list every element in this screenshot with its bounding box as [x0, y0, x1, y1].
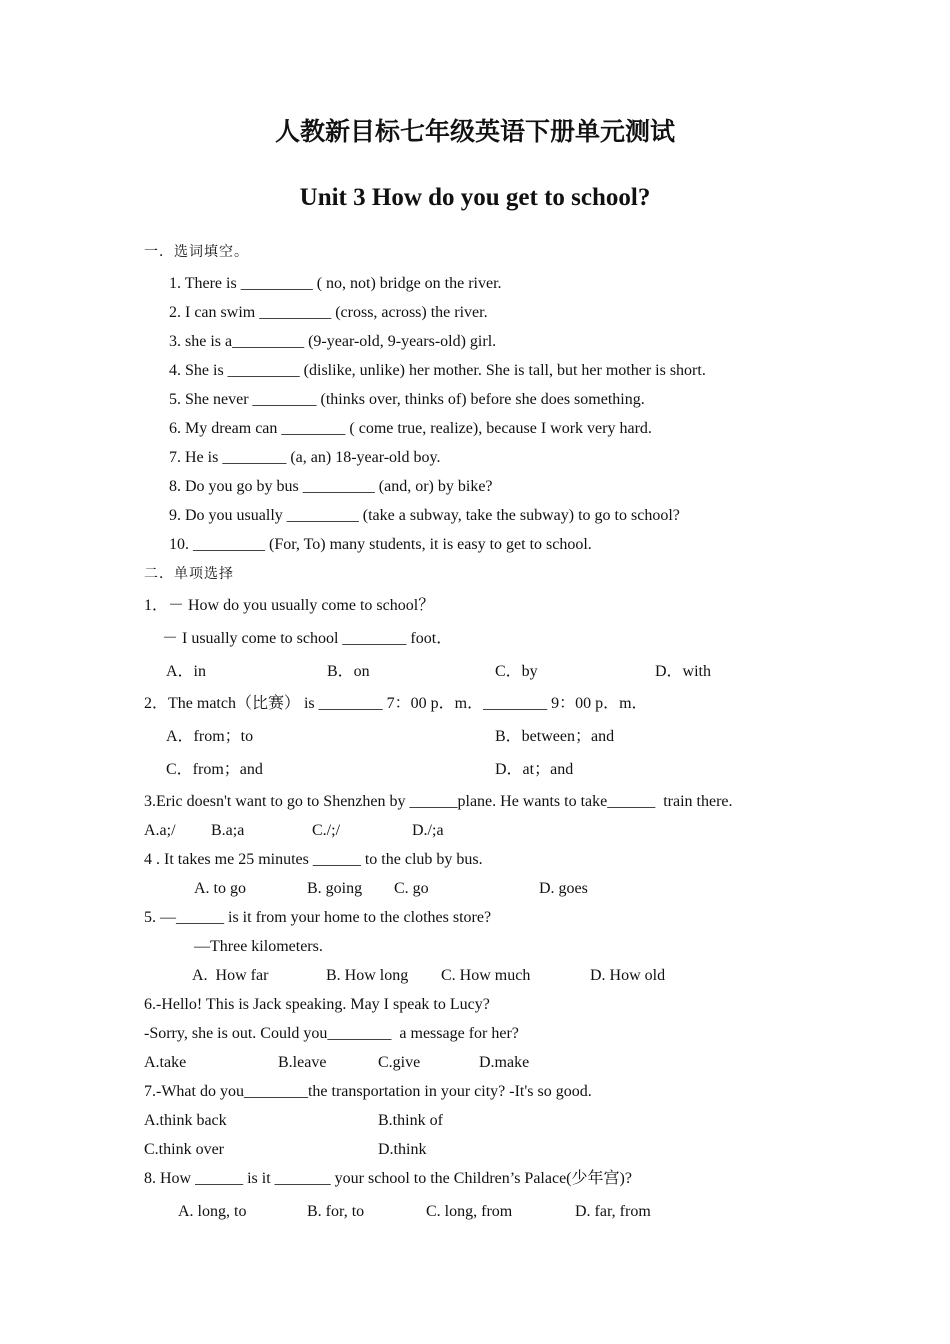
q4-option-c: C. go [394, 880, 429, 897]
q3-option-a: A.a;/ [144, 822, 176, 839]
q7-option-d: D.think [378, 1141, 427, 1158]
page-title: 人教新目标七年级英语下册单元测试 [274, 117, 675, 146]
q6-option-b: B.leave [278, 1054, 327, 1071]
q7-stem: 7.-What do you________the transportation in your city? -It's so good. [144, 1083, 592, 1100]
q2-option-b: B．between；and [495, 728, 615, 745]
q7-option-a: A.think back [144, 1112, 227, 1129]
q8-option-c: C. long, from [426, 1203, 513, 1220]
q5-option-d: D. How old [590, 967, 666, 984]
q6-option-d: D.make [479, 1054, 530, 1071]
q5-reply: —Three kilometers. [194, 938, 323, 955]
q2-stem: 2．The match（比赛） is ________ 7：00 p．m．________ 9：00 p．m． [144, 695, 648, 712]
q3-option-b: B.a;a [211, 822, 245, 839]
q7-option-b: B.think of [378, 1112, 443, 1129]
fill-item-8: 8. Do you go by bus _________ (and, or) by bike? [169, 478, 493, 495]
q1-reply: － I usually come to school ________ foot． [162, 630, 453, 647]
fill-item-3: 3. she is a_________ (9-year-old, 9-years-old) girl. [169, 333, 497, 350]
q6-stem: 6.-Hello! This is Jack speaking. May I speak to Lucy? [144, 996, 490, 1013]
q5-option-c: C. How much [441, 967, 531, 984]
q8-option-b: B. for, to [307, 1203, 365, 1220]
q4-stem: 4 . It takes me 25 minutes ______ to the club by bus. [144, 851, 483, 868]
q8-option-a: A. long, to [178, 1203, 247, 1220]
fill-item-5: 5. She never ________ (thinks over, thinks of) before she does something. [169, 391, 645, 408]
q6-option-a: A.take [144, 1054, 187, 1071]
q1-option-c: C．by [495, 663, 538, 680]
q2-option-a: A．from；to [166, 728, 254, 745]
section2-heading: 二．单项选择 [144, 566, 234, 582]
q1-option-a: A．in [166, 663, 207, 680]
q2-option-c: C．from；and [166, 761, 263, 778]
q4-option-a: A. to go [194, 880, 246, 897]
q8-stem: 8. How ______ is it _______ your school to the Children’s Palace(少年宫)? [144, 1170, 632, 1187]
q7-option-c: C.think over [144, 1141, 224, 1158]
q3-stem: 3.Eric doesn't want to go to Shenzhen by ______plane. He wants to take______ train there. [144, 793, 733, 810]
fill-item-7: 7. He is ________ (a, an) 18-year-old boy. [169, 449, 441, 466]
q5-stem: 5. —______ is it from your home to the clothes store? [144, 909, 492, 926]
q4-option-d: D. goes [539, 880, 588, 897]
section1-heading: 一．选词填空。 [144, 244, 249, 260]
fill-item-1: 1. There is _________ ( no, not) bridge on the river. [169, 275, 502, 292]
fill-item-10: 10. _________ (For, To) many students, it is easy to get to school. [169, 536, 592, 553]
page-subtitle: Unit 3 How do you get to school? [299, 184, 651, 211]
q8-option-d: D. far, from [575, 1203, 651, 1220]
q3-option-c: C./;/ [312, 822, 341, 839]
q1-stem: 1．－ How do you usually come to school？ [144, 597, 435, 614]
q1-option-d: D．with [655, 663, 712, 680]
q6-reply: -Sorry, she is out. Could you________ a message for her? [144, 1025, 519, 1042]
q3-option-d: D./;a [412, 822, 444, 839]
fill-item-2: 2. I can swim _________ (cross, across) the river. [169, 304, 488, 321]
q5-option-a: A. How far [192, 967, 269, 984]
fill-item-4: 4. She is _________ (dislike, unlike) her mother. She is tall, but her mother is short. [169, 362, 706, 379]
q4-option-b: B. going [307, 880, 363, 897]
q1-option-b: B．on [327, 663, 370, 680]
q6-option-c: C.give [378, 1054, 421, 1071]
q5-option-b: B. How long [326, 967, 409, 984]
fill-item-6: 6. My dream can ________ ( come true, realize), because I work very hard. [169, 420, 652, 437]
fill-item-9: 9. Do you usually _________ (take a subway, take the subway) to go to school? [169, 507, 680, 524]
q2-option-d: D．at；and [495, 761, 574, 778]
